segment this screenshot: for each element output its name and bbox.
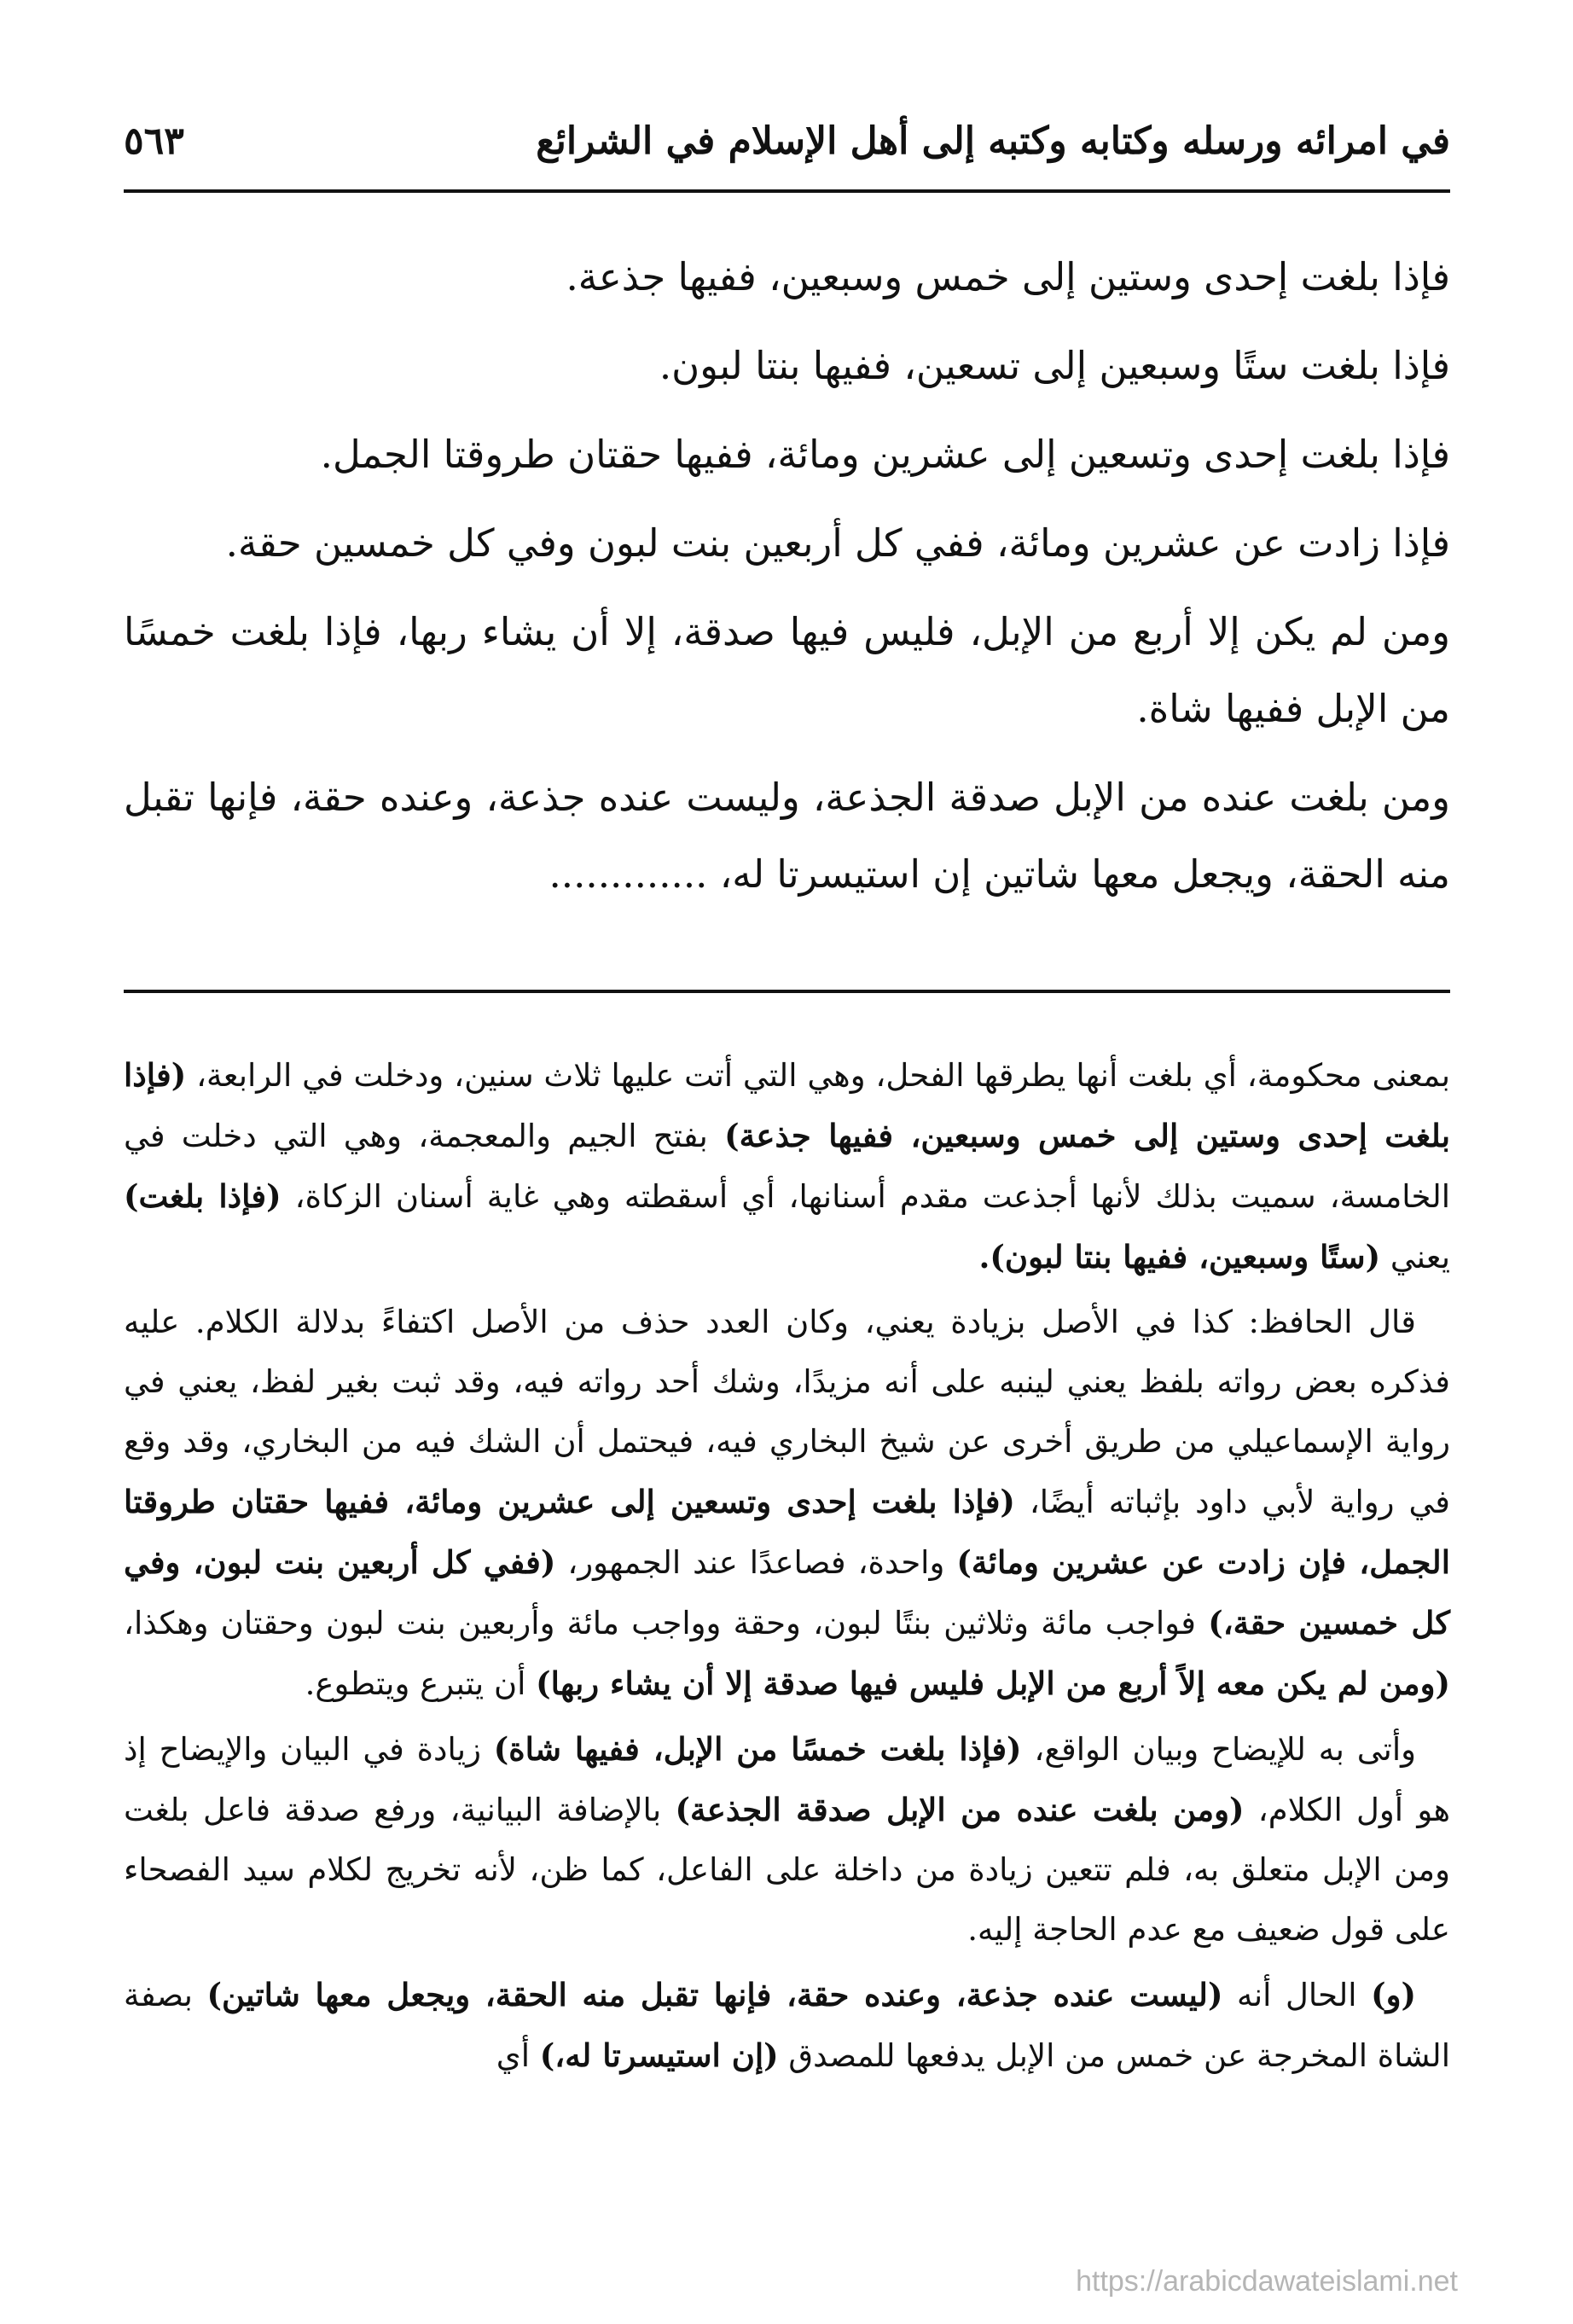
commentary-paragraph: [124, 1293, 1450, 1714]
commentary-run: بفتح الجيم والمعجمة، وهي التي دخلت في الخامسة، سميت بذلك لأنها أجذعت مقدم أسنانها، أي أسقطته وهي غاية أسنان الزكاة،: [124, 1118, 1450, 1215]
commentary-run: الحال أنه: [1222, 1977, 1372, 2013]
hadith-line: فإذا بلغت إحدى وتسعين إلى عشرين ومائة، ففيها حقتان طروقتا الجمل.: [320, 432, 1450, 477]
quoted-hadith-text: (فإذا بلغت إحدى وتسعين إلى عشرين ومائة، ففيها حقتان طروقتا الجمل، فإن زادت عن عشرين ومائة): [124, 1483, 1450, 1581]
quoted-hadith-text: (فإذا بلغت): [124, 1177, 282, 1215]
page-header: [124, 119, 1450, 188]
watermark: https://arabicdawateislami.net: [1076, 2265, 1458, 2298]
quoted-hadith-text: (ومن بلغت عنده من الإبل صدقة الجذعة): [675, 1791, 1245, 1828]
commentary-run: فواجب مائة وثلاثين بنتًا لبون، وحقة وواجب مائة وأربعين بنت لبون وحقتان وهكذا،: [124, 1605, 1209, 1641]
hadith-line: فإذا بلغت ستًا وسبعين إلى تسعين، ففيها بنتا لبون.: [659, 343, 1450, 388]
page-number: ٥٦٣: [124, 119, 184, 163]
commentary-run: بالإضافة البيانية، ورفع صدقة فاعل بلغت ومن الإبل متعلق به، فلم تتعين زيادة من داخلة على الفاعل، كما ظن، لأنه تخريج لكلام سيد الفصحاء على قول ضعيف مع عدم الحاجة إليه.: [124, 1792, 1450, 1948]
commentary-paragraph: [124, 1719, 1450, 1960]
hadith-line: فإذا بلغت إحدى وستين إلى خمس وسبعين، ففيها جذعة.: [566, 254, 1450, 299]
commentary-run: بصفة الشاة المخرجة عن خمس من الإبل يدفعها للمصدق: [124, 1977, 1450, 2074]
separator-rule: [124, 990, 1450, 993]
running-title: في امرائه ورسله وكتابه وكتبه إلى أهل الإسلام في الشرائع: [536, 119, 1450, 163]
quoted-hadith-text: (ومن لم يكن معه إلاً أربع من الإبل فليس فيها صدقة إلا أن يشاء ربها): [536, 1665, 1450, 1702]
commentary-paragraph: [124, 1965, 1450, 2086]
commentary-paragraph: [124, 1045, 1450, 1287]
commentary-run: يعني: [1380, 1239, 1450, 1275]
quoted-hadith-text: (ليست عنده جذعة، وعنده حقة، فإنها تقبل منه الحقة، ويجعل معها شاتين): [206, 1976, 1223, 2013]
hadith-line-last: [124, 759, 1450, 913]
quoted-hadith-text: (فإذا بلغت إحدى وستين إلى خمس وسبعين، ففيها جذعة): [124, 1056, 1450, 1154]
commentary-run: قال الحافظ: كذا في الأصل بزيادة يعني، وكان العدد حذف من الأصل اكتفاءً بدلالة الكلام. عليه فذكره بعض رواته بلفظ يعني لينبه على أنه مزيدًا، وشك أحد رواته فيه، وقد ثبت بغير لفظ، يعني في رواية الإسماعيلي من طريق أخرى عن شيخ البخاري فيه، فيحتمل أن الشك فيه من البخاري، وقد وقع في رواية لأبي داود بإثباته أيضًا،: [124, 1304, 1450, 1520]
ellipsis: .............: [549, 851, 708, 897]
commentary-run: زيادة في البيان والإيضاح إذ هو أول الكلام،: [124, 1731, 1451, 1828]
commentary-run: وأتى به للإيضاح وبيان الواقع،: [1021, 1731, 1416, 1768]
hadith-line-text: ومن بلغت عنده من الإبل صدقة الجذعة، وليست عنده جذعة، وعنده حقة، فإنها تقبل منه الحقة، ويجعل معها شاتين إن استيسرتا له،: [124, 775, 1450, 897]
commentary-run: أن يتبرع ويتطوع.: [305, 1665, 537, 1702]
hadith-text: [124, 239, 1450, 925]
quoted-hadith-text: (و): [1371, 1976, 1416, 2013]
header-rule: [124, 189, 1450, 193]
quoted-hadith-text: (فإذا بلغت خمسًا من الإبل، ففيها شاة): [493, 1730, 1022, 1768]
quoted-hadith-text: (ففي كل أربعين بنت لبون، وفي كل خمسين حقة،): [124, 1543, 1450, 1641]
commentary-run: أي: [496, 2037, 540, 2074]
quoted-hadith-text: (إن استيسرتا له،): [539, 2036, 779, 2074]
hadith-line: فإذا زادت عن عشرين ومائة، ففي كل أربعين بنت لبون وفي كل خمسين حقة.: [225, 520, 1450, 566]
commentary-run: واحدة، فصاعدًا عند الجمهور،: [555, 1544, 957, 1581]
hadith-line: ومن لم يكن إلا أربع من الإبل، فليس فيها صدقة، إلا أن يشاء ربها، فإذا بلغت خمسًا من الإبل ففيها شاة.: [124, 609, 1450, 731]
quoted-hadith-text: (ستًا وسبعين، ففيها بنتا لبون).: [978, 1238, 1381, 1275]
commentary-text: [124, 1045, 1450, 2091]
commentary-run: بمعنى محكومة، أي بلغت أنها يطرقها الفحل، وهي التي أتت عليها ثلاث سنين، ودخلت في الرابعة،: [186, 1057, 1450, 1094]
